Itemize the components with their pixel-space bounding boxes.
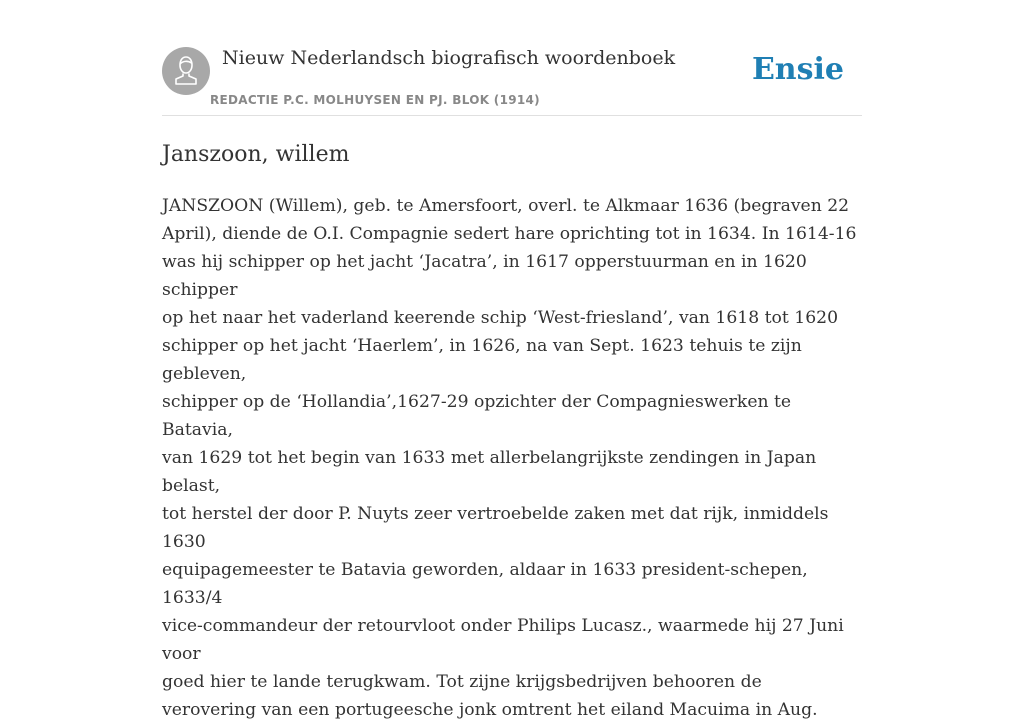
book-header (162, 46, 862, 116)
entry-title: Janszoon, willem (162, 142, 350, 167)
avatar (162, 47, 210, 95)
book-title[interactable]: Nieuw Nederlandsch biografisch woordenboek (222, 47, 676, 69)
header-divider (162, 115, 862, 116)
ensie-logo[interactable]: Ensie (751, 52, 844, 87)
book-editor: REDACTIE P.C. MOLHUYSEN EN PJ. BLOK (1914) (210, 93, 540, 107)
user-icon (162, 47, 210, 95)
entry-body: JANSZOON (Willem), geb. te Amersfoort, overl. te Alkmaar 1636 (begraven 22 April), diende de O.I. Compagnie sedert hare oprichting tot in 1634. In 1614-16 was hij schipper op het jacht ‘Jacatra’, in 1617 opperstuurman en in 1620 schipper op het naar het vaderland keerende schip ‘West-friesland’, van 1618 tot 1620 schipper op het jacht ‘Haerlem’, in 1626, na van Sept. 1623 tehuis te zijn gebleven, schipper op de ‘Hollandia’,1627-29 opzichter der Compagnieswerken te Batavia, van 1629 tot het begin van 1633 met allerbelangrijkste zendingen in Japan belast, tot herstel der door P. Nuyts zeer vertroebelde zaken met dat rijk, inmiddels 1630 equipagemeester te Batavia geworden, aldaar in 1633 president-schepen, 1633/4 vice-commandeur der retourvloot onder Philips Lucasz., waarmede hij 27 Juni voor goed hier te lande terugkwam. Tot zijne krijgsbedrijven behooren de verovering van een portugeesche jonk omtrent het eiland Macuima in Aug. (162, 196, 857, 720)
